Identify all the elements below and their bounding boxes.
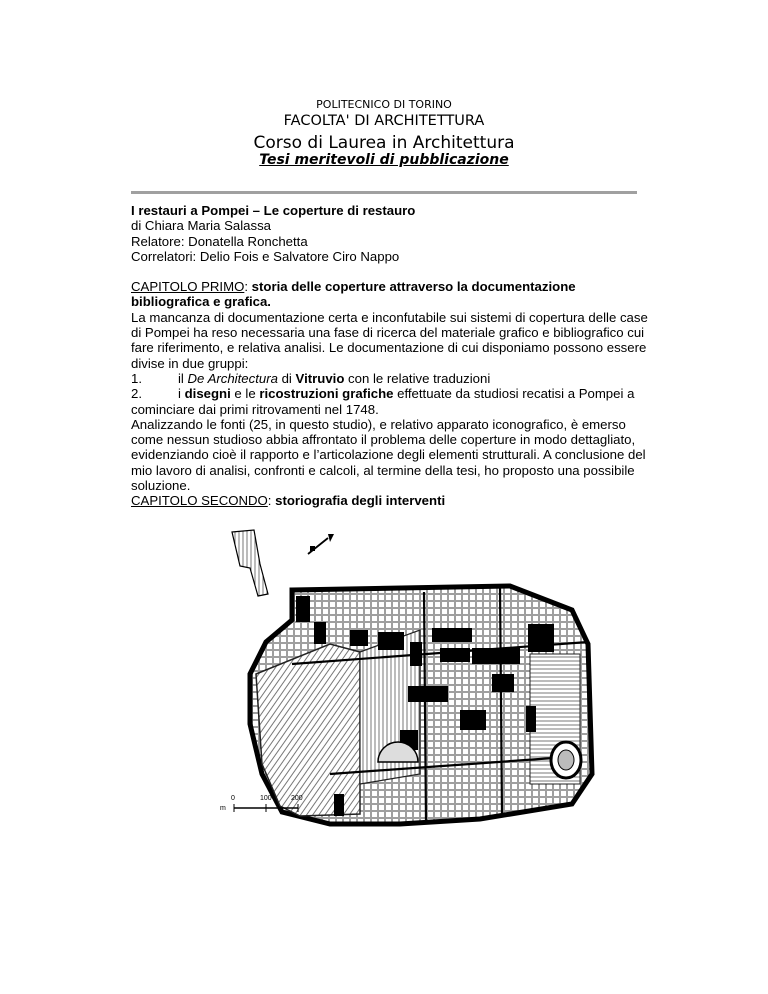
faculty-name: FACOLTA' DI ARCHITETTURA — [283, 113, 485, 129]
svg-text:m: m — [220, 805, 226, 812]
thesis-title: I restauri a Pompei – Le coperture di restauro — [131, 203, 416, 218]
svg-text:100: 100 — [260, 795, 272, 802]
chapter2-heading: CAPITOLO SECONDO: storiografia degli interventi — [131, 493, 446, 509]
chapter2-label: CAPITOLO SECONDO — [131, 493, 268, 509]
chapter1-title: storia delle coperture attraverso la documentazione bibliografica e grafica. — [131, 279, 576, 310]
series-title: Tesi meritevoli di pubblicazione — [259, 152, 509, 168]
document-body — [131, 203, 651, 509]
chapter1-analysis: Analizzando le fonti (25, in questo studio), e relativo apparato iconografico, è emerso come nessun studioso abbia affrontato il problema delle coperture in modo dettagliato, evidenziando cioè il rapporto e l’articolazione degli elementi strutturali. A conclusione del mio lavoro di analisi, confronti e calcoli, al termine della tesi, ho proposto una possibile soluzione. — [131, 416, 646, 494]
svg-text:200: 200 — [291, 795, 303, 802]
chapter1-heading: CAPITOLO PRIMO: storia delle coperture attraverso la documentazione bibliografica e grafica. — [131, 279, 576, 310]
thesis-supervisor: Relatore: Donatella Ronchetta — [131, 233, 308, 249]
header-divider — [131, 191, 637, 194]
university-name: POLITECNICO DI TORINO — [316, 98, 452, 111]
thesis-author: di Chiara Maria Salassa — [131, 218, 271, 234]
chapter2-title: storiografia degli interventi — [275, 493, 446, 509]
outlying-plot — [232, 530, 268, 596]
north-arrow-icon — [308, 534, 334, 554]
list-item-1: 1. il De Architectura di Vitruvio con le relative traduzioni — [131, 370, 491, 386]
svg-text:0: 0 — [231, 795, 235, 802]
chapter1-intro: La mancanza di documentazione certa e inconfutabile sui sistemi di copertura delle case di Pompei ha reso necessaria una fase di ricerca del materiale grafico e bibliografico cui fare riferimento, e relativa analisi. Le documentazione di cui disponiamo possono essere divise in due gruppi: — [131, 309, 648, 371]
amphitheatre-icon — [551, 742, 581, 778]
chapter1-label: CAPITOLO PRIMO — [131, 279, 245, 295]
thesis-co-supervisors: Correlatori: Delio Fois e Salvatore Ciro Nappo — [131, 248, 400, 264]
pompeii-plan-map — [210, 524, 604, 842]
list-item-2: 2. i disegni e le ricostruzioni grafiche effettuate da studiosi recatisi a Pompei a cominciare dai primi ritrovamenti nel 1748. — [131, 386, 635, 417]
course-name: Corso di Laurea in Architettura — [253, 133, 515, 153]
